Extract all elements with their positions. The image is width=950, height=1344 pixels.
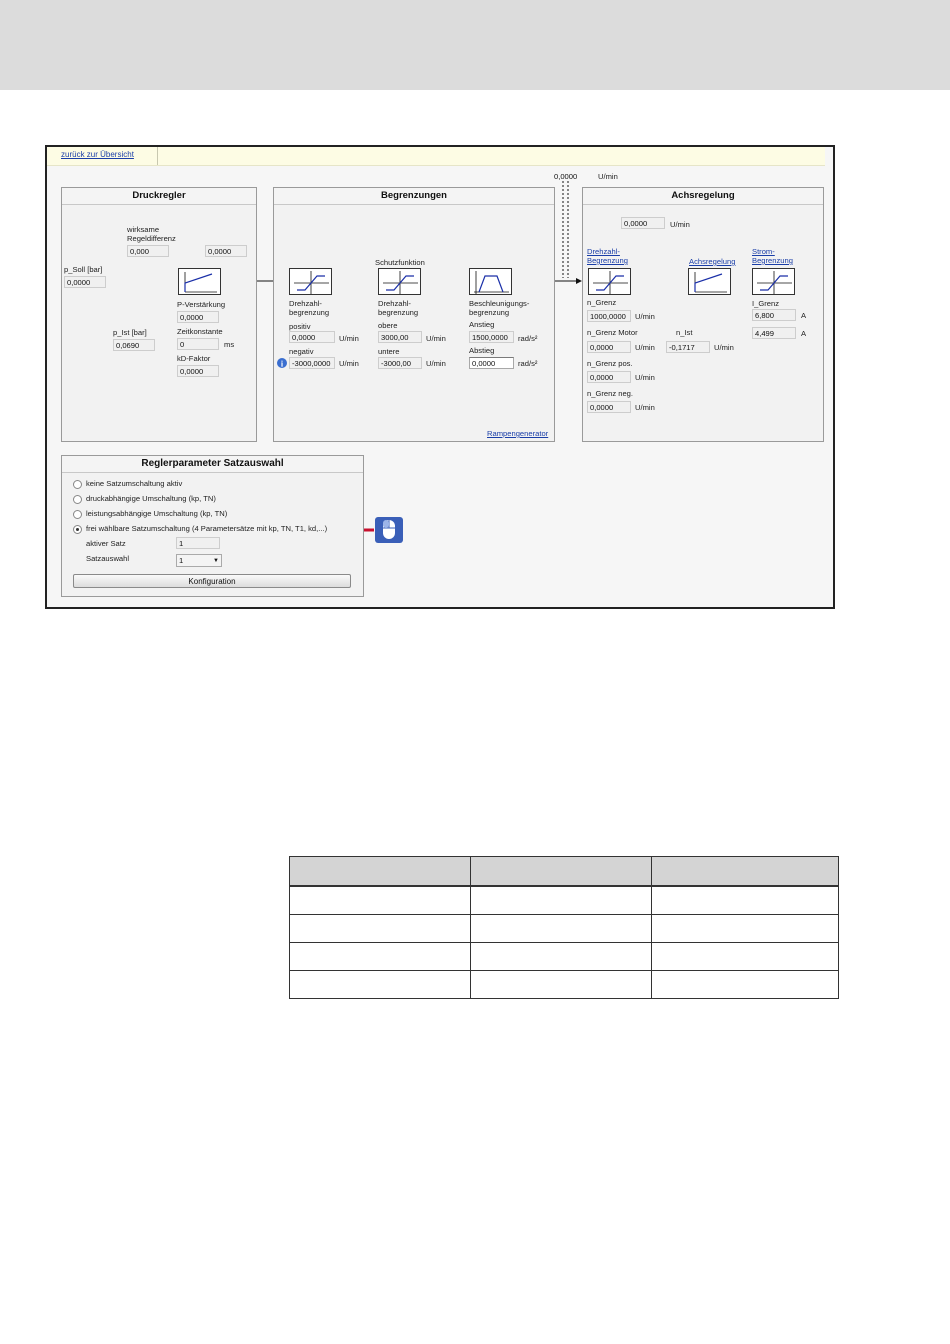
n-grenz-motor-value: 0,0000 — [587, 341, 631, 353]
schutzfunktion-label: Schutzfunktion — [375, 258, 425, 267]
table-row — [290, 971, 839, 999]
p-soll-label: p_Soll [bar] — [64, 265, 103, 274]
abstieg-unit: rad/s² — [518, 359, 538, 368]
mouse-click-icon — [375, 517, 403, 543]
n-ist-value: -0,1717 — [666, 341, 710, 353]
n-grenz-motor-unit: U/min — [635, 343, 655, 352]
empty-table — [289, 856, 839, 999]
aktiver-satz-value: 1 — [176, 537, 220, 549]
drehzahl-limit-block-1 — [289, 268, 332, 295]
drehzahl-begrenzung-block — [588, 268, 631, 295]
n-grenz-motor-label: n_Grenz Motor — [587, 328, 638, 337]
table-cell — [290, 971, 471, 999]
n-grenz-pos-unit: U/min — [635, 373, 655, 382]
n-ist-label: n_Ist — [676, 328, 693, 337]
wirksame-regeldifferenz-value: 0,000 — [127, 245, 169, 257]
beschleunigungsbegrenzung-label: Beschleunigungs- begrenzung — [469, 299, 530, 317]
table-row — [290, 886, 839, 915]
konfiguration-button[interactable]: Konfiguration — [73, 574, 351, 588]
radio-option-1[interactable] — [73, 495, 82, 504]
n-grenz-pos-label: n_Grenz pos. — [587, 359, 633, 368]
i-grenz-label: I_Grenz — [752, 299, 780, 308]
i-grenz-value-1: 6,800 — [752, 309, 796, 321]
table-cell — [652, 915, 839, 943]
negativ-label: negativ — [289, 347, 314, 356]
p-controller-curve-icon — [179, 269, 222, 296]
regeldifferenz-second-value: 0,0000 — [205, 245, 247, 257]
drehzahlbegrenzung-2-label: Drehzahl- begrenzung — [378, 299, 419, 317]
limiter-curve-icon — [290, 269, 333, 296]
achsregelung-link[interactable]: Achsregelung — [689, 257, 736, 266]
druckregler-title: Druckregler — [62, 188, 256, 205]
table-cell — [652, 971, 839, 999]
untere-value: -3000,00 — [378, 357, 422, 369]
i-grenz-value-2: 4,499 — [752, 327, 796, 339]
table-cell — [471, 886, 652, 915]
achsregelung-title: Achsregelung — [583, 188, 823, 205]
table-header-cell — [652, 857, 839, 887]
p-controller-block — [178, 268, 221, 295]
n-grenz-neg-label: n_Grenz neg. — [587, 389, 634, 398]
positiv-value: 0,0000 — [289, 331, 335, 343]
negativ-value: -3000,0000 — [289, 357, 335, 369]
anstieg-unit: rad/s² — [518, 334, 538, 343]
p-ist-label: p_Ist [bar] — [113, 328, 147, 337]
satzauswahl-selected-value: 1 — [179, 556, 184, 565]
obere-value: 3000,00 — [378, 331, 422, 343]
p-verstaerkung-label: P-Verstärkung — [177, 300, 226, 309]
obere-label: obere — [378, 321, 398, 330]
table-cell — [652, 943, 839, 971]
aktiver-satz-label: aktiver Satz — [86, 539, 126, 548]
zeitkonstante-label: Zeitkonstante — [177, 327, 223, 336]
satzauswahl-label: Satzauswahl — [86, 554, 130, 563]
zeitkonstante-unit: ms — [224, 340, 235, 349]
drehzahl-limit-block-2 — [378, 268, 421, 295]
n-grenz-neg-unit: U/min — [635, 403, 655, 412]
table-cell — [290, 943, 471, 971]
option-label-2: leistungsabhängige Umschaltung (kp, TN) — [86, 509, 228, 518]
table-row — [290, 943, 839, 971]
zeitkonstante-value: 0 — [177, 338, 219, 350]
kd-faktor-value: 0,0000 — [177, 365, 219, 377]
wirksame-regeldifferenz-label: wirksame Regeldifferenz — [127, 225, 176, 243]
mouse-glyph — [375, 517, 403, 543]
drehzahlbegrenzung-1-label: Drehzahl- begrenzung — [289, 299, 330, 317]
n-grenz-label: n_Grenz — [587, 298, 617, 307]
option-label-1: druckabhängige Umschaltung (kp, TN) — [86, 494, 216, 503]
rampengenerator-link[interactable]: Rampengenerator — [487, 429, 549, 438]
table-header-cell — [290, 857, 471, 887]
achsregelung-top-unit: U/min — [670, 220, 690, 229]
n-grenz-neg-value: 0,0000 — [587, 401, 631, 413]
top-speed-readout: 0,0000 — [554, 172, 578, 181]
positiv-label: positiv — [289, 322, 311, 331]
p-ist-value: 0,0690 — [113, 339, 155, 351]
radio-option-3[interactable] — [73, 525, 82, 534]
i-grenz-unit-1: A — [801, 311, 807, 320]
strom-begrenzung-link[interactable]: Strom- Begrenzung — [752, 247, 793, 265]
table-cell — [290, 886, 471, 915]
obere-unit: U/min — [426, 334, 446, 343]
controller-window — [47, 147, 833, 607]
abstieg-input[interactable]: 0,0000 — [469, 357, 514, 369]
kd-faktor-label: kD-Faktor — [177, 354, 211, 363]
beschleunigung-limit-block — [469, 268, 512, 295]
top-speed-unit: U/min — [598, 172, 618, 181]
chevron-down-icon: ▼ — [213, 558, 219, 564]
table-row — [290, 915, 839, 943]
info-icon[interactable] — [276, 357, 288, 369]
p-controller-curve-icon — [689, 269, 732, 296]
begrenzungen-title: Begrenzungen — [274, 188, 554, 205]
drehzahl-begrenzung-link[interactable]: Drehzahl- Begrenzung — [587, 247, 628, 265]
limiter-curve-icon — [589, 269, 632, 296]
anstieg-label: Anstieg — [469, 320, 495, 329]
table-cell — [471, 915, 652, 943]
untere-unit: U/min — [426, 359, 446, 368]
achsregelung-block — [688, 268, 731, 295]
table-header-row — [290, 857, 839, 887]
untere-label: untere — [378, 347, 400, 356]
achsregelung-top-value: 0,0000 — [621, 217, 665, 229]
radio-option-0[interactable] — [73, 480, 82, 489]
positiv-unit: U/min — [339, 334, 359, 343]
negativ-unit: U/min — [339, 359, 359, 368]
anstieg-value: 1500,0000 — [469, 331, 514, 343]
option-label-3: frei wählbare Satzumschaltung (4 Parametersätze mit kp, TN, T1, kd,...) — [86, 524, 328, 533]
n-grenz-pos-value: 0,0000 — [587, 371, 631, 383]
ramp-curve-icon — [470, 269, 513, 296]
abstieg-label: Abstieg — [469, 346, 495, 355]
table-cell — [471, 943, 652, 971]
table-cell — [290, 915, 471, 943]
n-grenz-value: 1000,0000 — [587, 310, 631, 322]
svg-text:i: i — [280, 359, 284, 369]
radio-option-2[interactable] — [73, 510, 82, 519]
table-header-cell — [471, 857, 652, 887]
screenshot-frame — [45, 145, 835, 609]
p-soll-value: 0,0000 — [64, 276, 106, 288]
option-label-0: keine Satzumschaltung aktiv — [86, 479, 183, 488]
strom-begrenzung-block — [752, 268, 795, 295]
satzauswahl-title: Reglerparameter Satzauswahl — [62, 456, 363, 473]
limiter-curve-icon — [379, 269, 422, 296]
i-grenz-unit-2: A — [801, 329, 807, 338]
p-verstaerkung-value: 0,0000 — [177, 311, 219, 323]
n-grenz-unit: U/min — [635, 312, 655, 321]
limiter-curve-icon — [753, 269, 796, 296]
table-cell — [652, 886, 839, 915]
page-header-band — [0, 0, 950, 90]
n-ist-unit: U/min — [714, 343, 734, 352]
back-to-overview-link[interactable]: zurück zur Übersicht — [61, 150, 134, 159]
table-cell — [471, 971, 652, 999]
satzauswahl-select[interactable] — [176, 554, 222, 567]
